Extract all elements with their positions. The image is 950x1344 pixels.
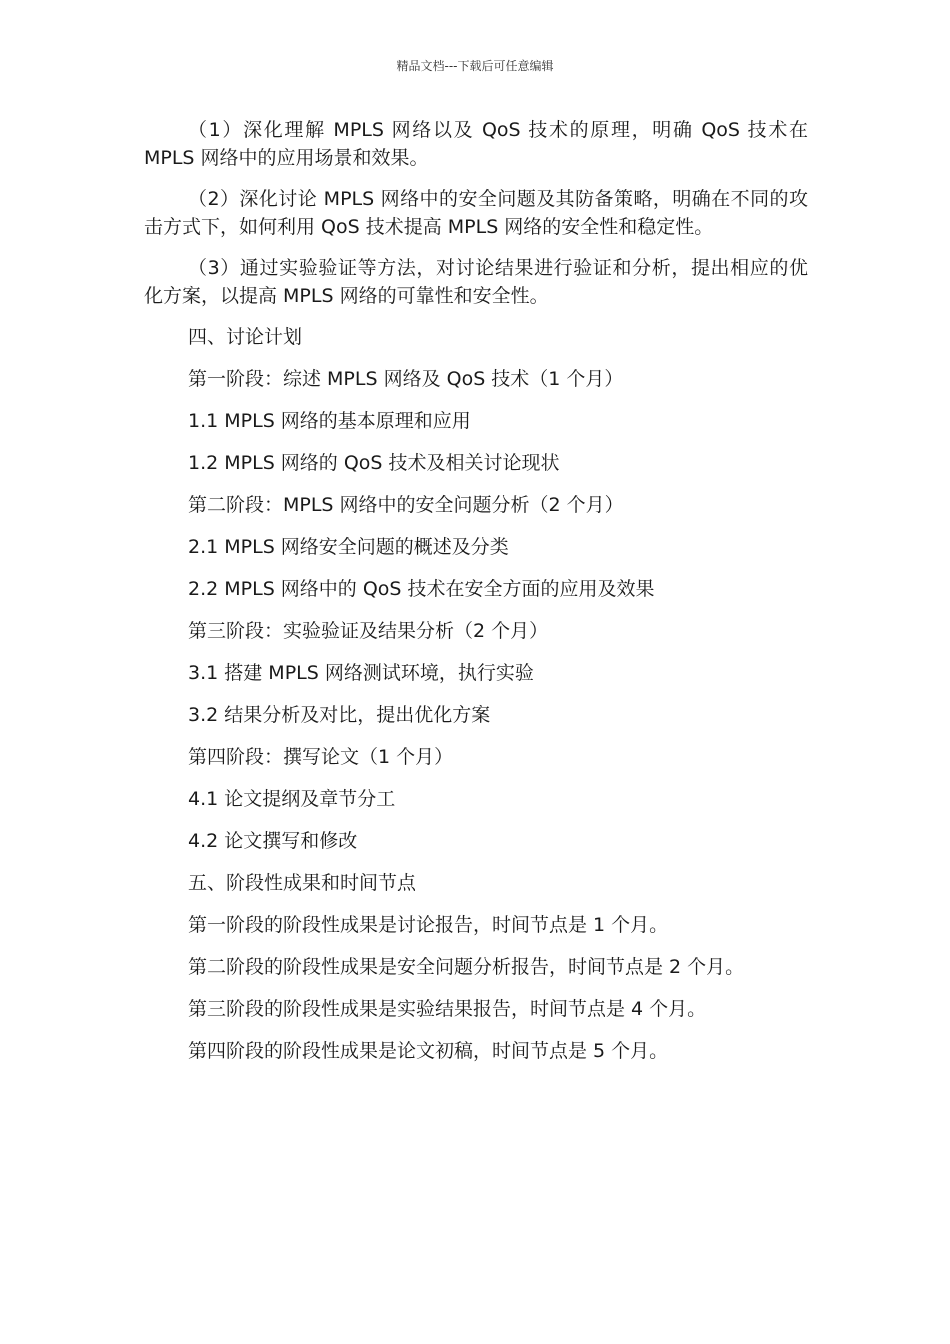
document-body (144, 116, 808, 1079)
section-heading-milestones: 五、阶段性成果和时间节点 (188, 872, 417, 894)
milestone-stage-2: 第二阶段的阶段性成果是安全问题分析报告，时间节点是 2 个月。 (188, 956, 745, 978)
stage-2-item-1: 2.1 MPLS 网络安全问题的概述及分类 (188, 536, 509, 558)
objective-paragraph-3: （3）通过实验验证等方法，对讨论结果进行验证和分析，提出相应的优化方案，以提高 MPLS 网络的可靠性和安全性。 (144, 257, 808, 307)
milestone-stage-4: 第四阶段的阶段性成果是论文初稿，时间节点是 5 个月。 (188, 1040, 669, 1062)
objective-paragraph-2: （2）深化讨论 MPLS 网络中的安全问题及其防备策略，明确在不同的攻击方式下，如何利用 QoS 技术提高 MPLS 网络的安全性和稳定性。 (144, 188, 808, 238)
stage-2-item-2: 2.2 MPLS 网络中的 QoS 技术在安全方面的应用及效果 (188, 578, 655, 600)
stage-3-heading: 第三阶段：实验验证及结果分析（2 个月） (188, 620, 549, 642)
objective-paragraph-1: （1）深化理解 MPLS 网络以及 QoS 技术的原理，明确 QoS 技术在 MPLS 网络中的应用场景和效果。 (144, 119, 808, 169)
stage-4-item-1: 4.1 论文提纲及章节分工 (188, 788, 396, 810)
stage-1-heading: 第一阶段：综述 MPLS 网络及 QoS 技术（1 个月） (188, 368, 624, 390)
milestone-stage-1: 第一阶段的阶段性成果是讨论报告，时间节点是 1 个月。 (188, 914, 669, 936)
page-header: 精品文档---下载后可任意编辑 (396, 59, 554, 73)
stage-4-item-2: 4.2 论文撰写和修改 (188, 830, 358, 852)
stage-3-item-2: 3.2 结果分析及对比，提出优化方案 (188, 704, 491, 726)
stage-2-heading: 第二阶段：MPLS 网络中的安全问题分析（2 个月） (188, 494, 624, 516)
stage-3-item-1: 3.1 搭建 MPLS 网络测试环境，执行实验 (188, 662, 534, 684)
stage-1-item-2: 1.2 MPLS 网络的 QoS 技术及相关讨论现状 (188, 452, 560, 474)
section-heading-plan: 四、讨论计划 (188, 326, 303, 348)
milestone-stage-3: 第三阶段的阶段性成果是实验结果报告，时间节点是 4 个月。 (188, 998, 707, 1020)
stage-1-item-1: 1.1 MPLS 网络的基本原理和应用 (188, 410, 471, 432)
stage-4-heading: 第四阶段：撰写论文（1 个月） (188, 746, 454, 768)
